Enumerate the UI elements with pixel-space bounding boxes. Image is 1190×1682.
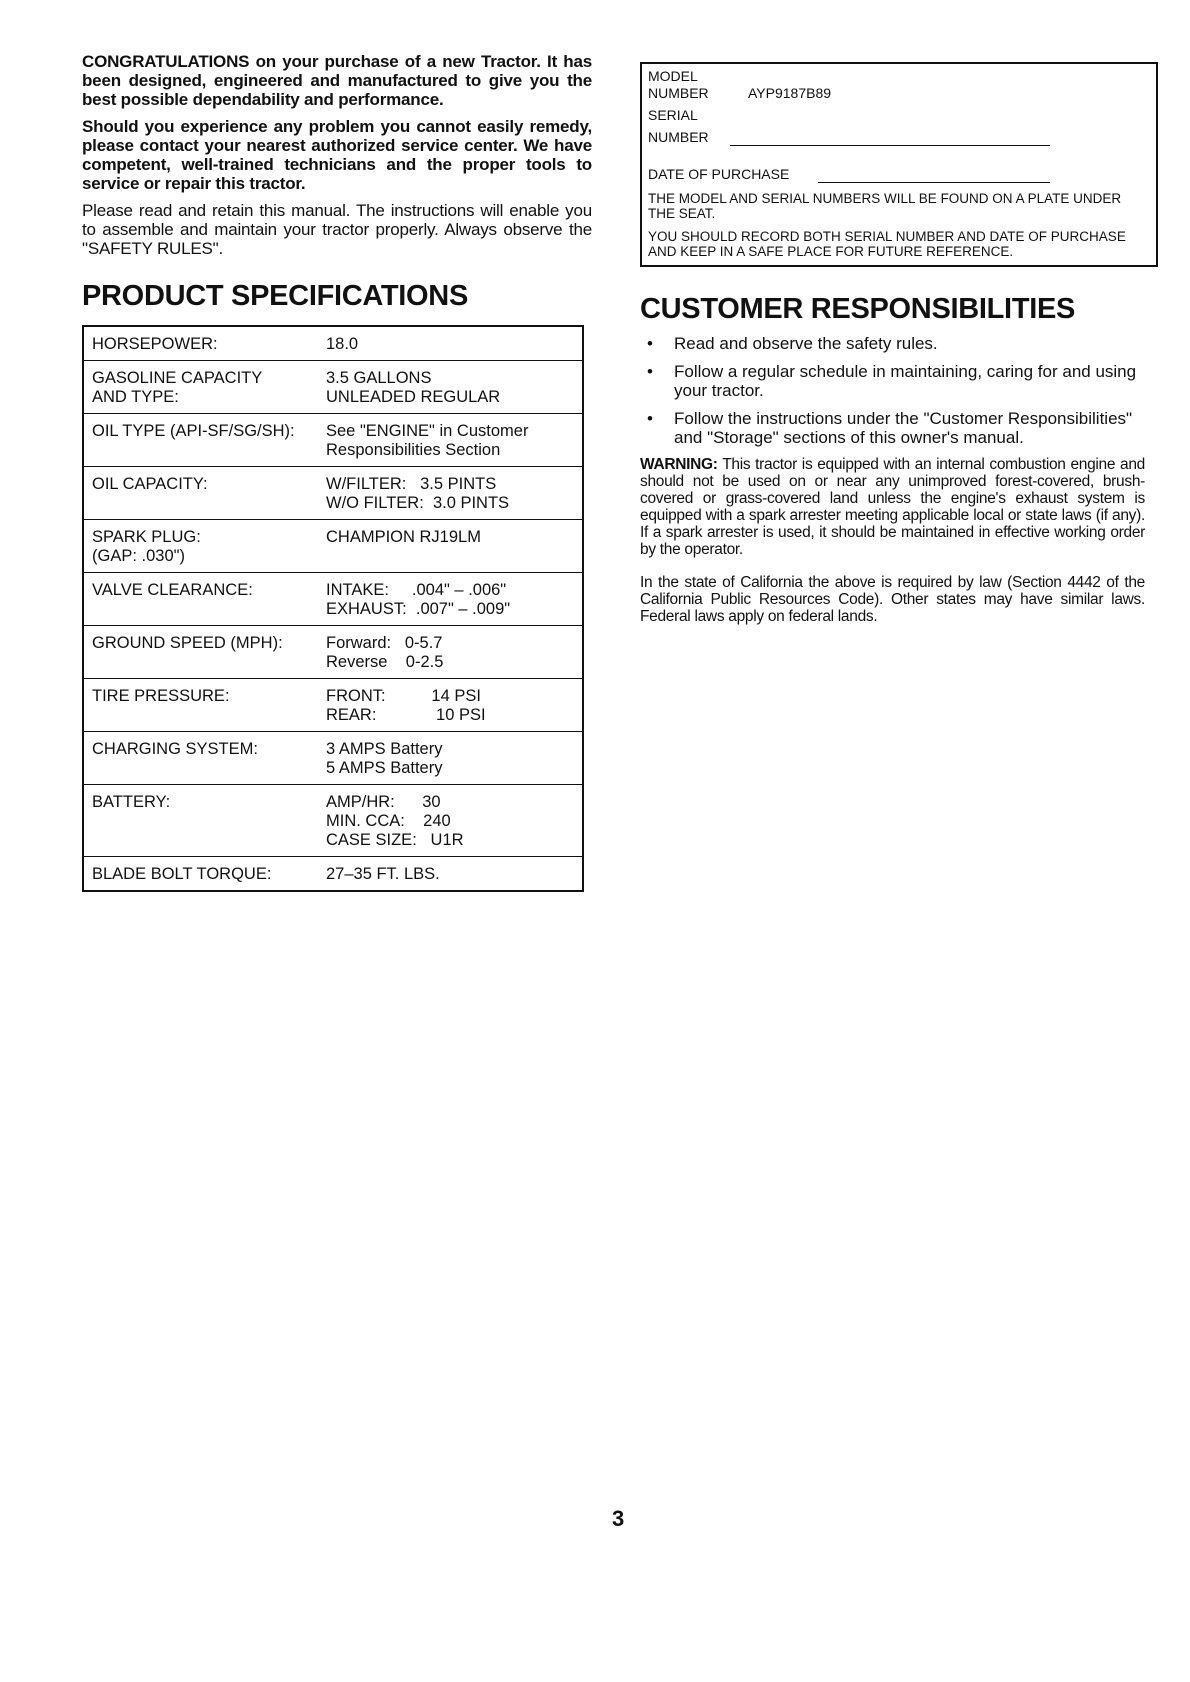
spec-row — [83, 626, 583, 679]
model-serial-record-box — [640, 62, 1158, 267]
responsibility-item — [640, 409, 1145, 447]
spec-label: OIL TYPE (API-SF/SG/SH): — [83, 414, 318, 467]
spec-value — [318, 520, 583, 573]
spec-value — [318, 467, 583, 520]
warning-text: This tractor is equipped with an internal combustion engine and should not be used on or near any unimproved forest-covered, brush-covered or grass-covered land unless the engine's exhaust system is equipped with a spark arrester meeting applicable local or state laws (if any). If a spark arrester is used, it should be maintained in effective working order by the operator. — [640, 456, 1145, 558]
spec-value — [318, 573, 583, 626]
spec-value — [318, 414, 583, 467]
spec-value-line: Responsibilities Section — [326, 441, 501, 459]
spec-value-line: CHAMPION RJ19LM — [326, 528, 481, 546]
spec-value-line: 27–35 FT. LBS. — [326, 865, 440, 883]
congratulations-lead: CONGRATULATIONS — [82, 52, 250, 71]
model-row — [648, 68, 1150, 85]
responsibility-text: Follow a regular schedule in maintaining, caring for and using your tractor. — [674, 362, 1137, 400]
spec-value — [318, 679, 583, 732]
plate-location-note: THE MODEL AND SERIAL NUMBERS WILL BE FOUND ON A PLATE UNDER THE SEAT. — [648, 191, 1122, 221]
spec-row — [83, 467, 583, 520]
serial-number-row — [648, 129, 1150, 146]
spec-value — [318, 626, 583, 679]
page-number: 3 — [612, 1506, 625, 1531]
model-number-value: AYP9187B89 — [748, 85, 832, 101]
bullet-icon: • — [647, 409, 653, 428]
model-label: MODEL — [648, 68, 698, 84]
spec-row — [83, 732, 583, 785]
intro-section — [82, 52, 592, 258]
spec-row — [83, 414, 583, 467]
spec-row — [83, 361, 583, 414]
spec-value — [318, 857, 583, 892]
spec-value-line: W/O FILTER: 3.0 PINTS — [326, 494, 510, 512]
responsibility-item — [640, 334, 1145, 353]
spec-label: GROUND SPEED (MPH): — [83, 626, 318, 679]
spec-value — [318, 732, 583, 785]
spec-value-line: CASE SIZE: U1R — [326, 831, 464, 849]
spec-value — [318, 326, 583, 361]
spec-label: CHARGING SYSTEM: — [83, 732, 318, 785]
spec-value-line: 18.0 — [326, 335, 359, 353]
date-of-purchase-blank — [818, 168, 1050, 183]
california-law-note: In the state of California the above is required by law (Section 4442 of the California Public Resources Code). Other states may have similar laws. Federal laws apply on federal lands. — [640, 573, 1145, 625]
intro-paragraph-1-text: on your purchase of a new Tractor. It has been designed, engineered and manufactured to give you the best possible dependability and performance. — [82, 52, 592, 109]
spec-label: HORSEPOWER: — [83, 326, 318, 361]
spec-value-line: FRONT: 14 PSI — [326, 687, 481, 705]
spec-value-line: 5 AMPS Battery — [326, 759, 443, 777]
spec-row — [83, 857, 583, 892]
spec-label: TIRE PRESSURE: — [83, 679, 318, 732]
serial-number-label: NUMBER — [648, 129, 709, 145]
product-specifications-heading: PRODUCT SPECIFICATIONS — [82, 280, 468, 312]
date-of-purchase-row — [648, 166, 1150, 183]
spec-value-line: EXHAUST: .007" – .009" — [326, 600, 511, 618]
bullet-icon: • — [647, 334, 653, 353]
specifications-table — [82, 325, 584, 892]
responsibility-item — [640, 362, 1145, 400]
responsibilities-list — [640, 334, 1145, 447]
serial-number-blank — [730, 131, 1050, 146]
serial-label: SERIAL — [648, 107, 698, 123]
spec-row — [83, 326, 583, 361]
spec-value-line: UNLEADED REGULAR — [326, 388, 501, 406]
record-keeping-note: YOU SHOULD RECORD BOTH SERIAL NUMBER AND DATE OF PURCHASE AND KEEP IN A SAFE PLACE FOR FUTURE REFERENCE. — [648, 229, 1126, 259]
serial-row — [648, 107, 1150, 124]
spec-value-line: 3 AMPS Battery — [326, 740, 443, 758]
spec-value-line: MIN. CCA: 240 — [326, 812, 451, 830]
spec-row — [83, 573, 583, 626]
intro-paragraph-3: Please read and retain this manual. The instructions will enable you to assemble and maintain your tractor properly. Always observe the "SAFETY RULES". — [82, 201, 592, 258]
spec-value-line: Forward: 0-5.7 — [326, 634, 443, 652]
spec-value-line: Reverse 0-2.5 — [326, 653, 444, 671]
spec-label: BLADE BOLT TORQUE: — [92, 865, 272, 883]
spec-label: VALVE CLEARANCE: — [83, 573, 318, 626]
spec-value-line: REAR: 10 PSI — [326, 706, 486, 724]
spec-value-line: See "ENGINE" in Customer — [326, 422, 529, 440]
customer-responsibilities-heading: CUSTOMER RESPONSIBILITIES — [640, 293, 1076, 325]
spec-row — [83, 785, 583, 857]
spec-label: OIL CAPACITY: — [83, 467, 318, 520]
spec-row — [83, 679, 583, 732]
left-column — [82, 52, 592, 892]
responsibility-text: Read and observe the safety rules. — [674, 334, 938, 353]
spec-label: GASOLINE CAPACITY AND TYPE: — [83, 361, 318, 414]
warning-label: WARNING: — [640, 456, 718, 473]
date-of-purchase-label: DATE OF PURCHASE — [648, 166, 790, 182]
responsibility-text: Follow the instructions under the "Customer Responsibilities" and "Storage" sections of this owner's manual. — [674, 409, 1133, 447]
spec-row — [83, 520, 583, 573]
bullet-icon: • — [647, 362, 653, 381]
spark-arrester-warning — [640, 456, 1145, 558]
spec-label: BATTERY: — [83, 785, 318, 857]
spec-value — [318, 361, 583, 414]
model-number-row — [648, 85, 1150, 102]
spec-value-line: AMP/HR: 30 — [326, 793, 441, 811]
spec-value-line: INTAKE: .004" – .006" — [326, 581, 507, 599]
spec-label: SPARK PLUG: (GAP: .030") — [83, 520, 318, 573]
intro-paragraph-2: Should you experience any problem you cannot easily remedy, please contact your nearest authorized service center. We have competent, well-trained technicians and the proper tools to service or repair this tractor. — [82, 117, 592, 193]
intro-paragraph-1 — [82, 52, 592, 109]
spec-value — [318, 785, 583, 857]
spec-value-line: W/FILTER: 3.5 PINTS — [326, 475, 497, 493]
spec-value-line: 3.5 GALLONS — [326, 369, 432, 387]
number-label: NUMBER — [648, 85, 709, 101]
right-column — [640, 62, 1145, 640]
